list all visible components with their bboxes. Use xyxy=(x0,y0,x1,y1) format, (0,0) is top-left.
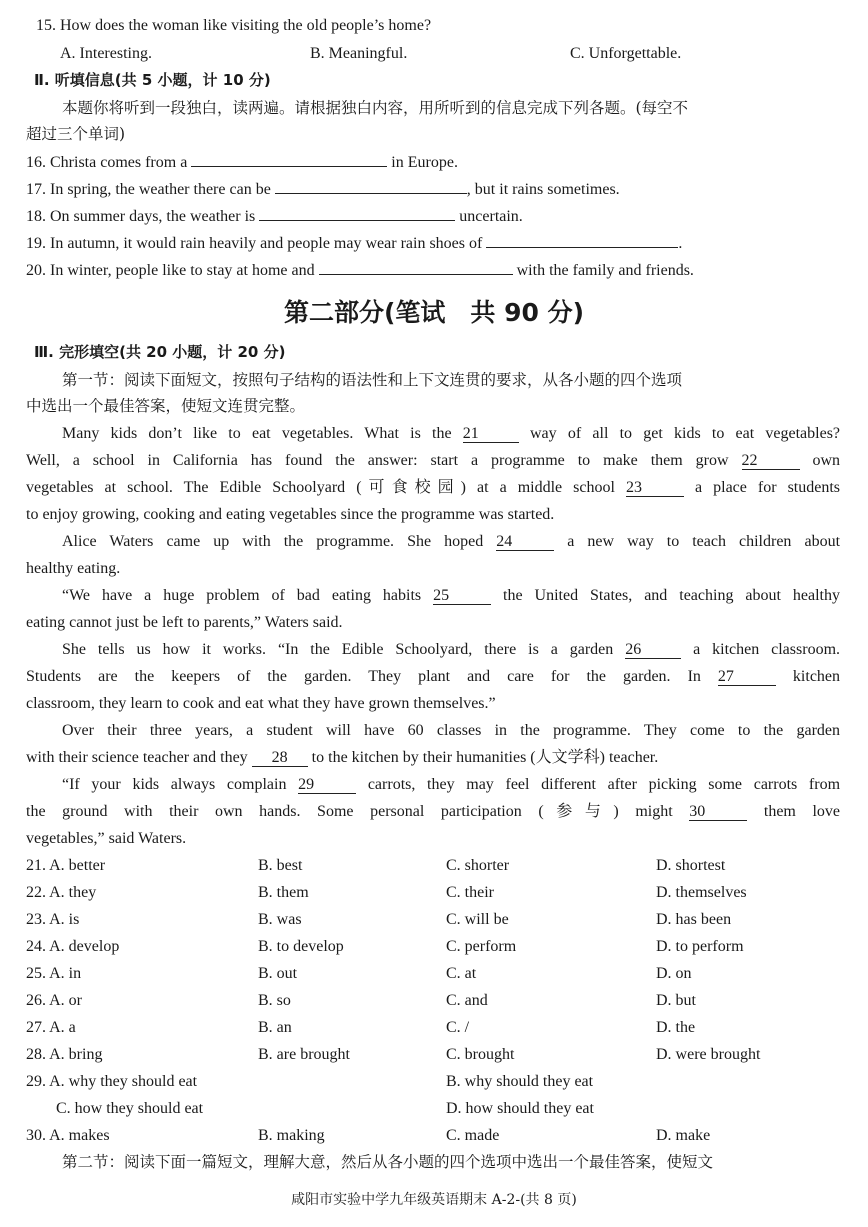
passage-line xyxy=(26,451,840,471)
choice-24-d[interactable]: D. to perform xyxy=(656,938,744,955)
cloze-blank-28[interactable]: 28 xyxy=(252,750,308,767)
question-19 xyxy=(26,233,682,254)
passage-text: with their science teacher and they xyxy=(26,749,248,766)
choice-27-a[interactable]: 27. A. a xyxy=(26,1019,76,1036)
passage-text: way of all to get kids to eat vegetables? xyxy=(530,425,841,442)
cloze-blank-26[interactable]: 26 xyxy=(625,642,681,659)
question-16-text-after: in Europe. xyxy=(391,154,458,171)
choice-25-d[interactable]: D. on xyxy=(656,965,692,982)
question-20-text: 20. In winter, people like to stay at home and xyxy=(26,262,315,279)
section-2-heading: Ⅱ. 听填信息(共 5 小题，计 10 分) xyxy=(34,71,271,89)
passage-text: She tells us how it works. “In the Edible Schoolyard, there is a garden xyxy=(62,641,614,658)
choice-29-d[interactable]: D. how should they eat xyxy=(446,1100,594,1117)
cloze-blank-30[interactable]: 30 xyxy=(689,804,747,821)
passage-line xyxy=(26,478,840,498)
passage-line xyxy=(26,667,840,687)
passage-line xyxy=(62,775,840,795)
choice-29-a[interactable]: 29. A. why they should eat xyxy=(26,1073,198,1090)
passage-line xyxy=(26,802,840,822)
passage-line: eating cannot just be left to parents,” Waters said. xyxy=(26,614,343,631)
passage-line: Over their three years, a student will have 60 classes in the programme. They come to the garden xyxy=(62,722,840,739)
choice-28-d[interactable]: D. were brought xyxy=(656,1046,761,1063)
choice-25-a[interactable]: 25. A. in xyxy=(26,965,82,982)
question-15-option-c: C. Unforgettable. xyxy=(570,45,682,62)
choice-25-c[interactable]: C. at xyxy=(446,965,477,982)
passage-line: healthy eating. xyxy=(26,560,121,577)
section-3-instruction-cont: 中选出一个最佳答案，使短文连贯完整。 xyxy=(26,397,306,415)
part-2-title: 第二部分(笔试 共 90 分) xyxy=(283,298,585,327)
section-2-instruction: 本题你将听到一段独白，读两遍。请根据独白内容，用所听到的信息完成下列各题。(每空不 xyxy=(62,99,689,117)
passage-text: Well, a school in California has found the answer: start a programme to make them grow xyxy=(26,452,729,469)
choice-23-a[interactable]: 23. A. is xyxy=(26,911,80,928)
passage-text: Students are the keepers of the garden. They plant and care for the garden. In xyxy=(26,668,701,685)
passage-text: the United States, and teaching about healthy xyxy=(503,587,840,604)
passage-text: to the kitchen by their humanities (人文学科) teacher. xyxy=(311,749,659,766)
passage-line: to enjoy growing, cooking and eating vegetables since the programme was started. xyxy=(26,506,555,523)
question-19-text: 19. In autumn, it would rain heavily and people may wear rain shoes of xyxy=(26,235,483,252)
choice-26-d[interactable]: D. but xyxy=(656,992,696,1009)
passage-text: a kitchen classroom. xyxy=(693,641,841,658)
cloze-blank-25[interactable]: 25 xyxy=(433,588,491,605)
passage-text: the ground with their own hands. Some personal participation (参与) might xyxy=(26,803,673,820)
answer-blank-18[interactable] xyxy=(259,206,455,221)
cloze-blank-22[interactable]: 22 xyxy=(742,453,800,470)
choice-21-d[interactable]: D. shortest xyxy=(656,857,726,874)
answer-blank-16[interactable] xyxy=(191,152,387,167)
question-17-text-after: , but it rains sometimes. xyxy=(466,181,620,198)
choice-21-b[interactable]: B. best xyxy=(258,857,303,874)
passage-line: classroom, they learn to cook and eat what they have grown themselves.” xyxy=(26,695,496,712)
question-20 xyxy=(26,260,694,281)
choice-21-c[interactable]: C. shorter xyxy=(446,857,510,874)
choice-23-d[interactable]: D. has been xyxy=(656,911,732,928)
passage-line xyxy=(26,748,658,768)
choice-21-a[interactable]: 21. A. better xyxy=(26,857,106,874)
cloze-blank-21[interactable]: 21 xyxy=(463,426,519,443)
question-15-option-a: A. Interesting. xyxy=(60,45,152,62)
passage-line xyxy=(62,424,840,444)
choice-24-c[interactable]: C. perform xyxy=(446,938,517,955)
section-2-instruction-cont: 超过三个单词) xyxy=(26,125,126,143)
question-15-stem: 15. How does the woman like visiting the old people’s home? xyxy=(36,17,432,34)
passage-line xyxy=(62,532,840,552)
answer-blank-17[interactable] xyxy=(275,179,467,194)
choice-22-c[interactable]: C. their xyxy=(446,884,494,901)
passage-text: Many kids don’t like to eat vegetables. What is the xyxy=(62,425,452,442)
passage-line xyxy=(62,586,840,606)
answer-blank-20[interactable] xyxy=(319,260,513,275)
cloze-blank-29[interactable]: 29 xyxy=(298,777,356,794)
question-16-text: 16. Christa comes from a xyxy=(26,154,188,171)
choice-30-b[interactable]: B. making xyxy=(258,1127,325,1144)
passage-text: vegetables at school. The Edible Schoolyard (可食校园) at a middle school xyxy=(26,479,615,496)
choice-30-a[interactable]: 30. A. makes xyxy=(26,1127,110,1144)
choice-22-a[interactable]: 22. A. they xyxy=(26,884,97,901)
section-3-heading: Ⅲ. 完形填空(共 20 小题，计 20 分) xyxy=(34,343,286,361)
choice-24-a[interactable]: 24. A. develop xyxy=(26,938,120,955)
passage-text: carrots, they may feel different after picking some carrots from xyxy=(367,776,841,793)
question-19-text-after: . xyxy=(678,235,683,252)
cloze-blank-23[interactable]: 23 xyxy=(626,480,684,497)
passage-line xyxy=(62,640,840,660)
page-footer: 咸阳市实验中学九年级英语期末 A-2-(共 8 页) xyxy=(291,1192,577,1208)
choice-28-a[interactable]: 28. A. bring xyxy=(26,1046,103,1063)
section-3b-instruction: 第二节：阅读下面一篇短文，理解大意，然后从各小题的四个选项中选出一个最佳答案，使短文 xyxy=(62,1153,714,1171)
choice-28-b[interactable]: B. are brought xyxy=(258,1046,350,1063)
choice-30-d[interactable]: D. make xyxy=(656,1127,711,1144)
question-15-option-b: B. Meaningful. xyxy=(310,45,408,62)
choice-26-b[interactable]: B. so xyxy=(258,992,291,1009)
choice-22-d[interactable]: D. themselves xyxy=(656,884,747,901)
answer-blank-19[interactable] xyxy=(486,233,678,248)
question-16 xyxy=(26,152,458,173)
question-18 xyxy=(26,206,523,227)
passage-text: a place for students xyxy=(695,479,841,496)
passage-text: Alice Waters came up with the programme. She hoped xyxy=(62,533,484,550)
choice-22-b[interactable]: B. them xyxy=(258,884,309,901)
passage-text: a new way to teach children about xyxy=(567,533,841,550)
choice-26-a[interactable]: 26. A. or xyxy=(26,992,82,1009)
cloze-blank-27[interactable]: 27 xyxy=(718,669,776,686)
choice-26-c[interactable]: C. and xyxy=(446,992,488,1009)
choice-29-b[interactable]: B. why should they eat xyxy=(446,1073,594,1090)
choice-29-c[interactable]: C. how they should eat xyxy=(56,1100,204,1117)
passage-text: “If your kids always complain xyxy=(62,776,287,793)
cloze-blank-24[interactable]: 24 xyxy=(496,534,554,551)
choice-23-b[interactable]: B. was xyxy=(258,911,302,928)
choice-28-c[interactable]: C. brought xyxy=(446,1046,515,1063)
question-18-text-after: uncertain. xyxy=(459,208,523,225)
question-20-text-after: with the family and friends. xyxy=(516,262,694,279)
question-18-text: 18. On summer days, the weather is xyxy=(26,208,256,225)
choice-24-b[interactable]: B. to develop xyxy=(258,938,344,955)
choice-27-c[interactable]: C. / xyxy=(446,1019,470,1036)
choice-27-b[interactable]: B. an xyxy=(258,1019,292,1036)
choice-27-d[interactable]: D. the xyxy=(656,1019,696,1036)
section-3-instruction: 第一节：阅读下面短文，按照句子结构的语法性和上下文连贯的要求，从各小题的四个选项 xyxy=(62,371,683,389)
passage-text: them love xyxy=(763,803,841,820)
passage-text: “We have a huge problem of bad eating habits xyxy=(62,587,422,604)
question-17 xyxy=(26,179,620,200)
choice-25-b[interactable]: B. out xyxy=(258,965,298,982)
passage-text: own xyxy=(812,452,841,469)
choice-23-c[interactable]: C. will be xyxy=(446,911,509,928)
passage-text: kitchen xyxy=(792,668,841,685)
passage-line: vegetables,” said Waters. xyxy=(26,830,187,847)
choice-30-c[interactable]: C. made xyxy=(446,1127,500,1144)
question-17-text: 17. In spring, the weather there can be xyxy=(26,181,271,198)
